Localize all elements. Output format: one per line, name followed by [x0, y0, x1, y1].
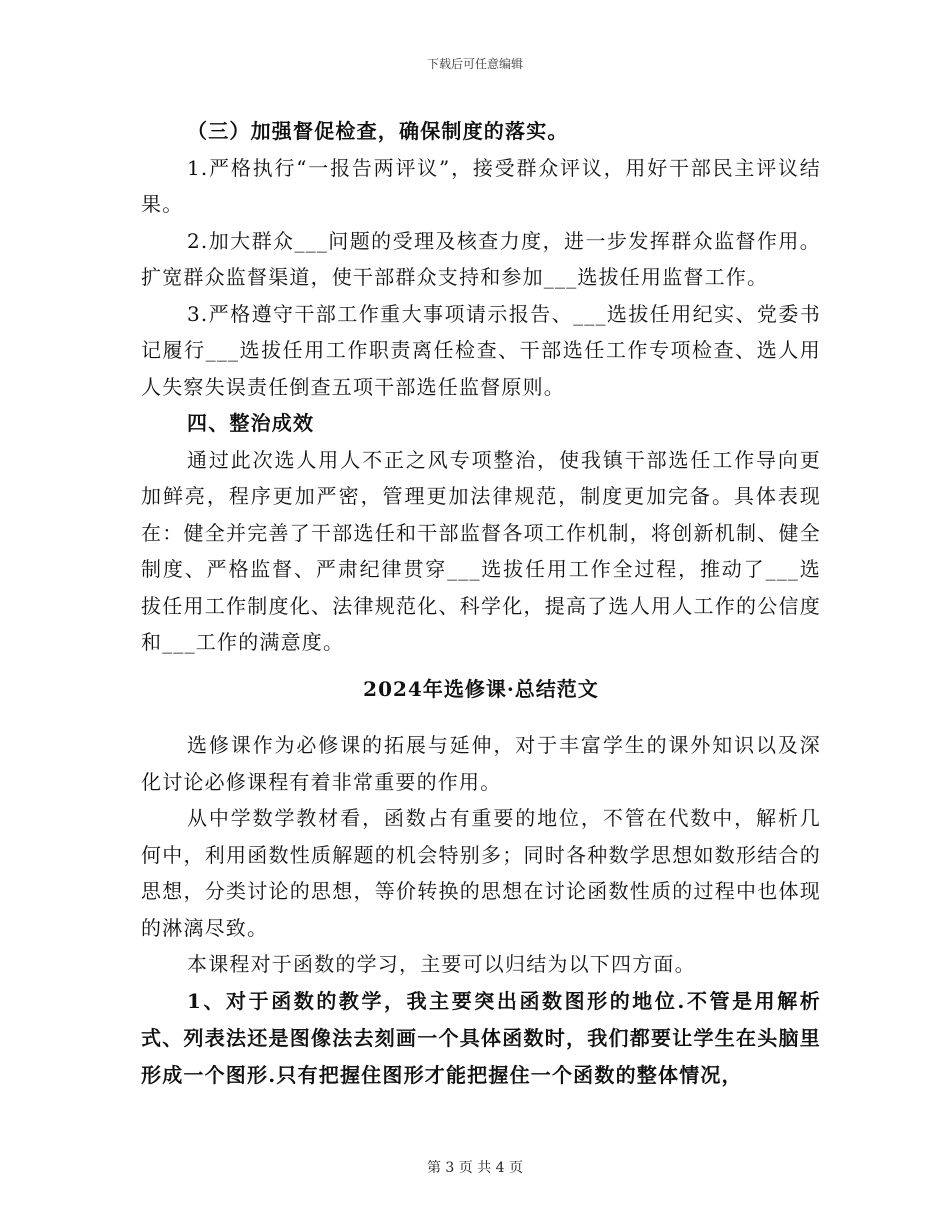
section-three-heading: （三）加强督促检查，确保制度的落实。 — [187, 119, 569, 143]
article-paragraph-2: 从中学数学教材看，函数占有重要的地位，不管在代数中，解析几何中，利用函数性质解题的机会特别多；同时各种数学思想如数形结合的思想，分类讨论的思想，等价转换的思想在讨论函数性质的过程中也体现的淋漓尽致。 — [141, 806, 821, 940]
section-three-item-3: 3.严格遵守干部工作重大事项请示报告、___选拔任用纪实、党委书记履行___选拔任用工作职责离任检查、干部选任工作专项检查、选人用人失察失误责任倒查五项干部选任监督原则。 — [141, 301, 821, 399]
page-number: 第 3 页 共 4 页 — [426, 1160, 524, 1176]
section-four-heading: 四、整治成效 — [187, 411, 315, 435]
article-paragraph-1: 选修课作为必修课的拓展与延伸，对于丰富学生的课外知识以及深化讨论必修课程有着非常重要的作用。 — [141, 733, 821, 794]
section-four-paragraph: 通过此次选人用人不正之风专项整治，使我镇干部选任工作导向更加鲜亮，程序更加严密，管理更加法律规范，制度更加完备。具体表现在：健全并完善了干部选任和干部监督各项工作机制，将创新机制、健全制度、严格监督、严肃纪律贯穿___选拔任用工作全过程，推动了___选拔任用工作制度化、法律规范化、科学化，提高了选人用人工作的公信度和___工作的满意度。 — [141, 447, 821, 654]
section-three-item-2: 2.加大群众___问题的受理及核查力度，进一步发挥群众监督作用。扩宽群众监督渠道，使干部群众支持和参加___选拔任用监督工作。 — [141, 228, 821, 289]
article-paragraph-3: 本课程对于函数的学习，主要可以归结为以下四方面。 — [187, 952, 696, 976]
document-body — [141, 113, 821, 1094]
article-title: 2024年选修课·总结范文 — [363, 676, 599, 701]
header-note: 下载后可任意编辑 — [426, 57, 523, 71]
section-three-item-1: 1.严格执行“一报告两评议”，接受群众评议，用好干部民主评议结果。 — [141, 155, 821, 216]
article-bold-paragraph: 1、对于函数的教学，我主要突出函数图形的地位.不管是用解析式、列表法还是图像法去刻画一个具体函数时，我们都要让学生在头脑里形成一个图形.只有把握住图形才能把握住一个函数的整体情况， — [141, 988, 821, 1087]
